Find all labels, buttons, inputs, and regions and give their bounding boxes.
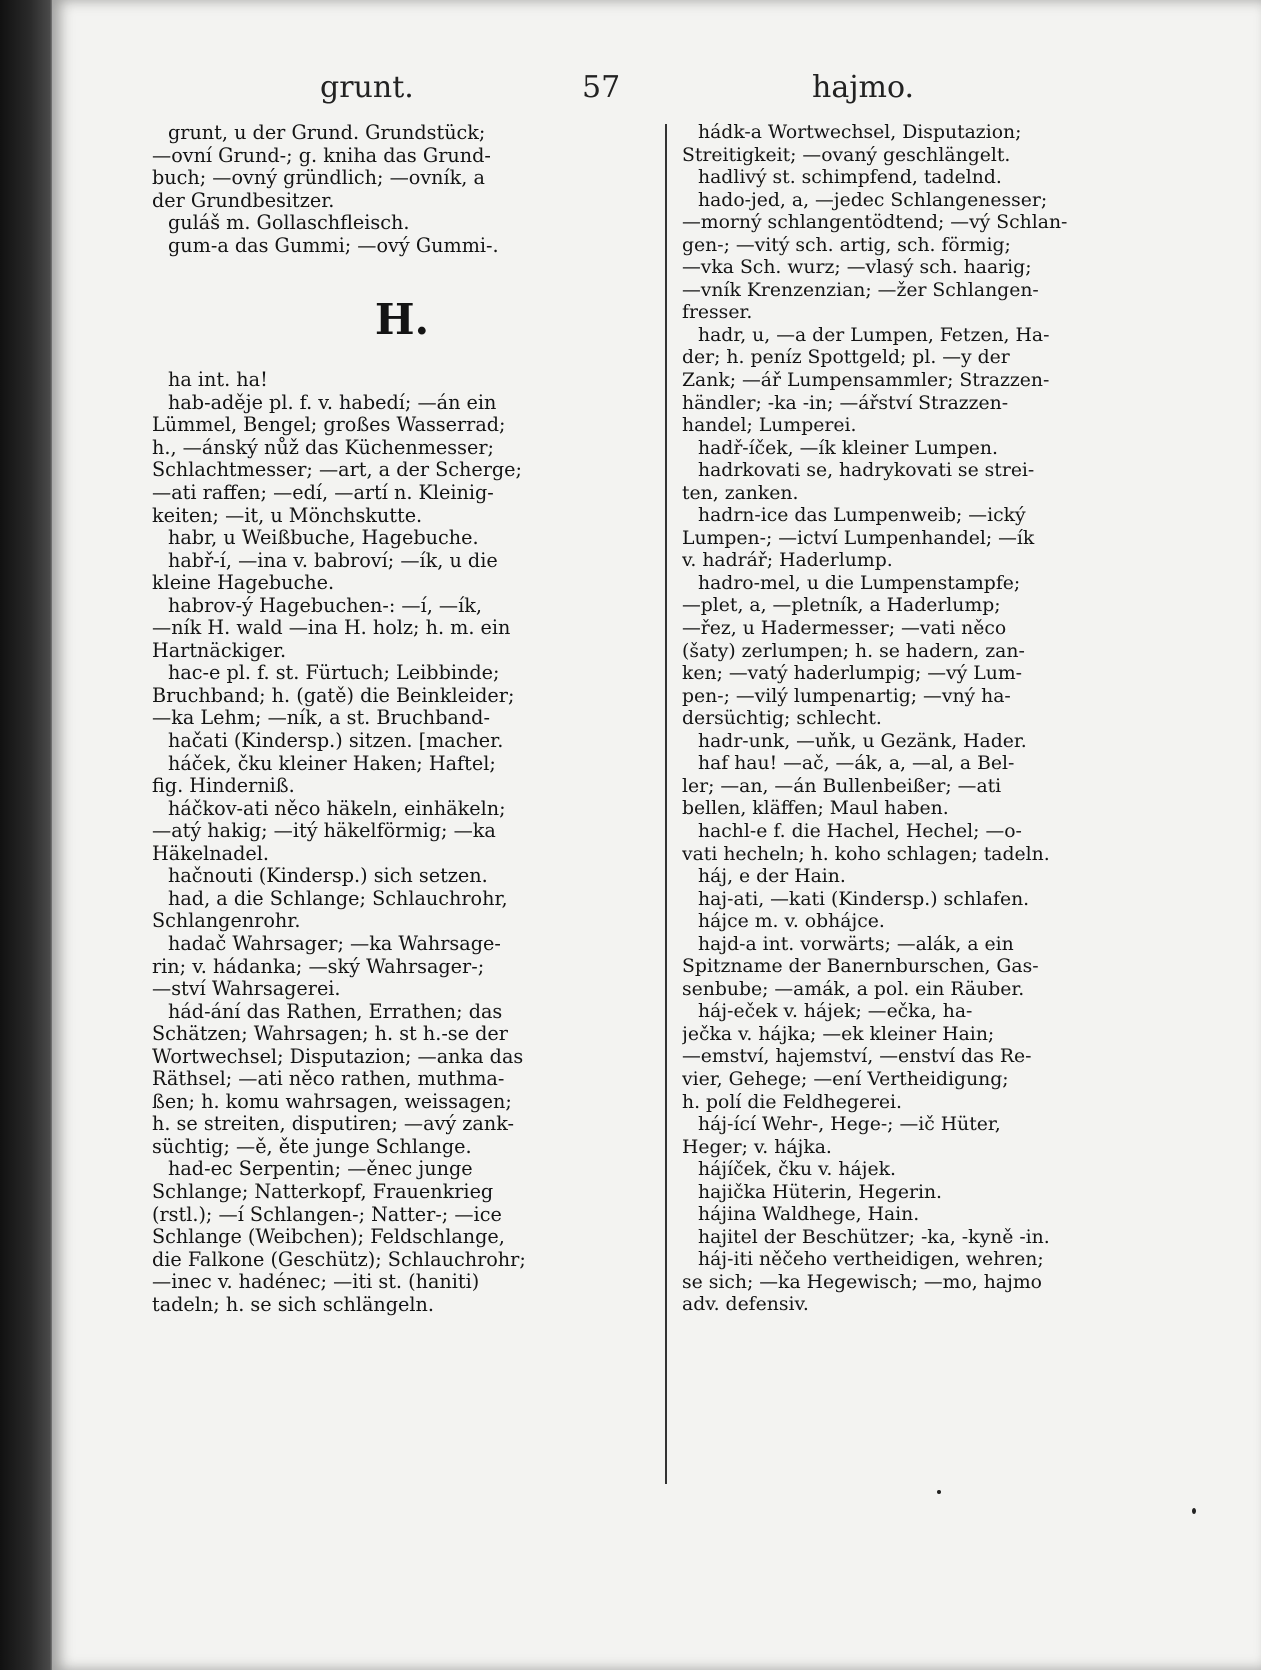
entry-line: —vník Krenzenzian; —žer Schlangen- bbox=[682, 279, 1039, 301]
entry-line: —ník H. wald —ina H. holz; h. m. ein bbox=[152, 617, 511, 640]
entry-line: (šaty) zerlumpen; h. se hadern, zan- bbox=[682, 640, 1025, 662]
entry-line: der; h. peníz Spottgeld; pl. —y der bbox=[682, 347, 1010, 369]
dictionary-page bbox=[52, 0, 1261, 1670]
entry-line: hadrkovati se, hadrykovati se strei- bbox=[698, 460, 1035, 482]
entry-line: der Grundbesitzer. bbox=[152, 189, 335, 212]
entry-line: hajd-a int. vorwärts; —alák, a ein bbox=[698, 933, 1014, 955]
entry-line: Wortwechsel; Disputazion; —anka das bbox=[152, 1045, 524, 1068]
entry-line: hačati (Kindersp.) sitzen. [macher. bbox=[168, 730, 504, 753]
entry-line: h. polí die Feldhegerei. bbox=[682, 1091, 903, 1113]
entry-line: gen-; —vitý sch. artig, sch. förmig; bbox=[682, 234, 1011, 256]
entry-line: ječka v. hájka; —ek kleiner Hain; bbox=[682, 1023, 995, 1045]
entry-line: ten, zanken. bbox=[682, 482, 799, 504]
entry-line: hačnouti (Kindersp.) sich setzen. bbox=[168, 865, 488, 888]
entry-line: tadeln; h. se sich schlängeln. bbox=[152, 1293, 435, 1316]
entry-line: h., —ánský nůž das Küchenmesser; bbox=[152, 436, 494, 459]
entry-line: kleine Hagebuche. bbox=[152, 572, 335, 595]
entry-line: Hartnäckiger. bbox=[152, 639, 287, 662]
entry-line: —plet, a, —pletník, a Haderlump; bbox=[682, 595, 1001, 617]
entry-line: háj-eček v. hájek; —ečka, ha- bbox=[698, 1001, 973, 1023]
right-column bbox=[682, 122, 1202, 1317]
entry-line: hachl-e f. die Hachel, Hechel; —o- bbox=[698, 820, 1022, 842]
entry-line: Schlachtmesser; —art, a der Scherge; bbox=[152, 459, 523, 482]
page-number: 57 bbox=[582, 70, 621, 105]
entry-line: —inec v. hadénec; —iti st. (haniti) bbox=[152, 1271, 480, 1294]
entry-line: habr, u Weißbuche, Hagebuche. bbox=[168, 527, 479, 550]
entry-line: Schätzen; Wahrsagen; h. st h.-se der bbox=[152, 1023, 508, 1046]
entry-line: vati hecheln; h. koho schlagen; tadeln. bbox=[682, 843, 1050, 865]
entry-line: haf hau! —ač, —ák, a, —al, a Bel- bbox=[698, 753, 1015, 775]
entry-line: háj, e der Hain. bbox=[698, 866, 846, 888]
entry-line: ha int. ha! bbox=[168, 369, 268, 392]
entry-line: ler; —an, —án Bullenbeißer; —ati bbox=[682, 775, 1002, 797]
entry-line: hádk-a Wortwechsel, Disputazion; bbox=[698, 122, 1022, 143]
entry-line: senbube; —amák, a pol. ein Räuber. bbox=[682, 978, 1025, 1000]
entry-line: —ati raffen; —edí, —artí n. Kleinig- bbox=[152, 482, 494, 505]
entry-line: Spitzname der Banernburschen, Gas- bbox=[682, 956, 1039, 978]
entry-line: pen-; —vilý lumpenartig; —vný ha- bbox=[682, 685, 1011, 707]
print-speck bbox=[937, 1490, 941, 1494]
entry-line: Streitigkeit; —ovaný geschlängelt. bbox=[682, 144, 1011, 166]
entry-line: —ovní Grund-; g. kniha das Grund- bbox=[152, 144, 491, 167]
book-gutter bbox=[0, 0, 56, 1670]
header-left-guideword: grunt. bbox=[320, 70, 414, 105]
entry-line: Schlange (Weibchen); Feldschlange, bbox=[152, 1226, 505, 1249]
entry-line: hado-jed, a, —jedec Schlangenesser; bbox=[698, 189, 1048, 211]
entry-line: adv. defensiv. bbox=[682, 1294, 809, 1316]
entry-line: Heger; v. hájka. bbox=[682, 1136, 832, 1158]
entry-line: hadrn-ice das Lumpenweib; —ický bbox=[698, 505, 1026, 527]
entry-line: Häkelnadel. bbox=[152, 842, 269, 865]
entry-line: handel; Lumperei. bbox=[682, 415, 857, 437]
entry-line: fresser. bbox=[682, 302, 753, 324]
entry-line: hajička Hüterin, Hegerin. bbox=[698, 1181, 943, 1203]
entry-line: hájíček, čku v. hájek. bbox=[698, 1159, 896, 1181]
entry-line: habrov-ý Hagebuchen-: —í, —ík, bbox=[168, 594, 482, 617]
entry-line: guláš m. Gollaschfleisch. bbox=[168, 212, 410, 235]
entry-line: haj-ati, —kati (Kindersp.) schlafen. bbox=[698, 888, 1030, 910]
entry-line: grunt, u der Grund. Grundstück; bbox=[168, 122, 486, 144]
entry-line: hájce m. v. obhájce. bbox=[698, 911, 885, 933]
entry-line: Schlangenrohr. bbox=[152, 910, 301, 933]
entry-line: hájina Waldhege, Hain. bbox=[698, 1204, 920, 1226]
entry-line: Zank; —ář Lumpensammler; Strazzen- bbox=[682, 370, 1050, 392]
entry-line: süchtig; —ě, ěte junge Schlange. bbox=[152, 1135, 472, 1158]
entry-line: ßen; h. komu wahrsagen, weissagen; bbox=[152, 1090, 512, 1113]
column-divider bbox=[665, 124, 667, 1484]
entry-line: buch; —ovný gründlich; —ovník, a bbox=[152, 167, 485, 190]
entry-line: —emství, hajemství, —enství das Re- bbox=[682, 1046, 1032, 1068]
entry-line: Lumpen-; —ictví Lumpenhandel; —ík bbox=[682, 527, 1035, 549]
entry-line: rin; v. hádanka; —ský Wahrsager-; bbox=[152, 955, 485, 978]
entry-line: (rstl.); —í Schlangen-; Natter-; —ice bbox=[152, 1203, 502, 1226]
print-speck bbox=[1192, 1508, 1196, 1514]
entry-line: hab-aděje pl. f. v. habedí; —án ein bbox=[168, 391, 497, 414]
entry-line: —atý hakig; —itý häkelförmig; —ka bbox=[152, 820, 496, 843]
page-header bbox=[52, 70, 1261, 110]
entry-line: dersüchtig; schlecht. bbox=[682, 708, 882, 730]
entry-line: háček, čku kleiner Haken; Haftel; bbox=[168, 752, 496, 775]
left-column bbox=[152, 122, 652, 1316]
entry-line: Räthsel; —ati něco rathen, muthma- bbox=[152, 1068, 505, 1091]
entry-line: —řez, u Hadermesser; —vati něco bbox=[682, 618, 1007, 640]
entry-line: ken; —vatý haderlumpig; —vý Lum- bbox=[682, 663, 1022, 685]
entry-line: —ka Lehm; —ník, a st. Bruchband- bbox=[152, 707, 490, 730]
entry-line: Lümmel, Bengel; großes Wasserrad; bbox=[152, 414, 506, 437]
entry-line: fig. Hinderniß. bbox=[152, 775, 295, 798]
entry-line: had-ec Serpentin; —ěnec junge bbox=[168, 1158, 473, 1181]
section-letter-heading: H. bbox=[374, 295, 430, 345]
entry-line: hajitel der Beschützer; -ka, -kyně -in. bbox=[698, 1226, 1050, 1248]
entry-line: hadro-mel, u die Lumpenstampfe; bbox=[698, 572, 1021, 594]
entry-line: keiten; —it, u Mönchskutte. bbox=[152, 504, 423, 527]
entry-line: hadr, u, —a der Lumpen, Fetzen, Ha- bbox=[698, 324, 1050, 346]
entry-line: hadlivý st. schimpfend, tadelnd. bbox=[698, 167, 1002, 189]
entry-line: bellen, kläffen; Maul haben. bbox=[682, 798, 949, 820]
entry-line: v. hadrář; Haderlump. bbox=[682, 550, 893, 572]
entry-line: h. se streiten, disputiren; —avý zank- bbox=[152, 1113, 514, 1136]
entry-line: —morný schlangentödtend; —vý Schlan- bbox=[682, 212, 1068, 234]
entry-line: hadř-íček, —ík kleiner Lumpen. bbox=[698, 437, 998, 459]
entry-line: háj-iti něčeho vertheidigen, wehren; bbox=[698, 1249, 1044, 1271]
entry-line: hadr-unk, —uňk, u Gezänk, Hader. bbox=[698, 730, 1027, 752]
entry-line: händler; -ka -in; —ářství Strazzen- bbox=[682, 392, 1009, 414]
entry-line: gum-a das Gummi; —ový Gummi-. bbox=[168, 234, 499, 257]
entry-line: Schlange; Natterkopf, Frauenkrieg bbox=[152, 1180, 494, 1203]
entry-line: hád-ání das Rathen, Errathen; das bbox=[168, 1000, 503, 1023]
entry-line: —ství Wahrsagerei. bbox=[152, 978, 341, 1001]
entry-line: die Falkone (Geschütz); Schlauchrohr; bbox=[152, 1248, 526, 1271]
entry-line: háčkov-ati něco häkeln, einhäkeln; bbox=[168, 797, 506, 820]
entry-line: habř-í, —ina v. babroví; —ík, u die bbox=[168, 549, 498, 572]
entry-line: vier, Gehege; —ení Vertheidigung; bbox=[682, 1068, 1009, 1090]
entry-line: se sich; —ka Hegewisch; —mo, hajmo bbox=[682, 1271, 1042, 1293]
entry-line: Bruchband; h. (gatě) die Beinkleider; bbox=[152, 684, 515, 707]
header-right-guideword: hajmo. bbox=[812, 70, 915, 105]
entry-line: hadač Wahrsager; —ka Wahrsage- bbox=[168, 932, 501, 955]
entry-line: —vka Sch. wurz; —vlasý sch. haarig; bbox=[682, 257, 1032, 279]
entry-line: háj-ící Wehr-, Hege-; —ič Hüter, bbox=[698, 1114, 1001, 1136]
entry-line: had, a die Schlange; Schlauchrohr, bbox=[168, 887, 508, 910]
entry-line: hac-e pl. f. st. Fürtuch; Leibbinde; bbox=[168, 662, 500, 685]
